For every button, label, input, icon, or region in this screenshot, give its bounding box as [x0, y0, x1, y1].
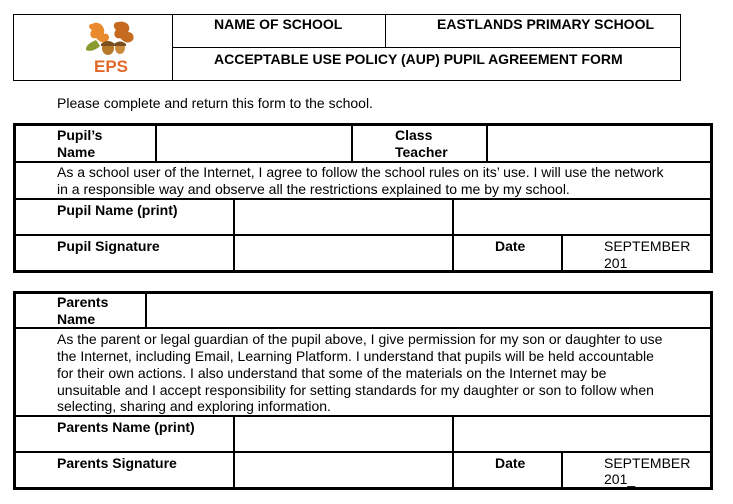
parents-name-field[interactable]: [148, 294, 709, 326]
row-divider: [13, 161, 713, 163]
col-divider: [351, 123, 353, 162]
col-divider: [233, 198, 235, 272]
pupil-signature-label: Pupil Signature: [57, 238, 160, 254]
header-divider: [172, 47, 681, 48]
col-divider: [145, 291, 147, 328]
pupil-print-label: Pupil Name (print): [57, 202, 178, 218]
parent-statement-line: As the parent or legal guardian of the pupil above, I give permission for my son or daughter to use: [57, 331, 663, 347]
parents-print-label: Parents Name (print): [57, 419, 195, 435]
pupil-name-label: Name: [57, 144, 96, 160]
parent-table-border: [710, 291, 713, 490]
class-teacher-label: Teacher: [395, 144, 448, 160]
parents-signature-label: Parents Signature: [57, 455, 177, 471]
parent-table-border: [13, 291, 16, 490]
intro-text: Please complete and return this form to the school.: [57, 95, 373, 111]
pupil-print-field-extra[interactable]: [455, 201, 709, 233]
parents-name-label: Parents: [57, 294, 109, 310]
pupil-date-value: 201_: [604, 255, 636, 271]
form-title: ACCEPTABLE USE POLICY (AUP) PUPIL AGREEMENT FORM: [214, 51, 623, 67]
parents-date-label: Date: [495, 455, 526, 471]
pupil-statement: As a school user of the Internet, I agree to follow the school rules on its’ use. I will use the network: [57, 164, 664, 180]
pupil-date-label: Date: [495, 238, 526, 254]
header-divider: [385, 14, 386, 48]
parents-date-value: SEPTEMBER: [604, 455, 691, 471]
logo-text: EPS: [93, 57, 129, 76]
pupil-print-field[interactable]: [236, 201, 451, 233]
col-divider: [452, 415, 454, 489]
row-divider: [13, 327, 713, 329]
row-divider: [13, 198, 713, 200]
parent-statement-line: unsuitable and I accept responsibility for setting standards for my daughter or son to follow when: [57, 382, 654, 398]
parent-statement-line: the Internet, including Email, Learning Platform. I understand that pupils will be held accountable: [57, 348, 654, 364]
row-divider: [13, 415, 713, 417]
row-divider: [13, 451, 713, 453]
class-teacher-label: Class: [395, 127, 433, 143]
col-divider: [452, 198, 454, 272]
pupil-statement: in a responsible way and observe all the restrictions explained to me by my school.: [57, 181, 570, 197]
parents-print-field-extra[interactable]: [455, 418, 709, 450]
col-divider: [561, 234, 563, 272]
parents-print-field[interactable]: [236, 418, 451, 450]
pupil-name-field[interactable]: [158, 126, 350, 160]
col-divider: [155, 123, 157, 162]
pupil-date-value: SEPTEMBER: [604, 238, 691, 254]
pupil-name-label: Pupil’s: [57, 127, 103, 143]
col-divider: [486, 123, 488, 162]
school-name: EASTLANDS PRIMARY SCHOOL: [437, 16, 655, 32]
parent-statement-line: selecting, sharing and exploring information.: [57, 398, 331, 414]
parent-statement-line: for their own actions. I also understand that some of the materials on the Internet may be: [57, 365, 607, 381]
parents-signature-field[interactable]: [236, 454, 451, 486]
parents-date-value: 201_: [604, 471, 636, 487]
parents-name-label: Name: [57, 311, 96, 327]
row-divider: [13, 234, 713, 236]
col-divider: [561, 451, 563, 489]
col-divider: [233, 415, 235, 489]
class-teacher-field[interactable]: [489, 126, 709, 160]
school-logo: [78, 18, 148, 76]
pupil-signature-field[interactable]: [236, 237, 451, 269]
school-name-label: NAME OF SCHOOL: [214, 16, 343, 32]
